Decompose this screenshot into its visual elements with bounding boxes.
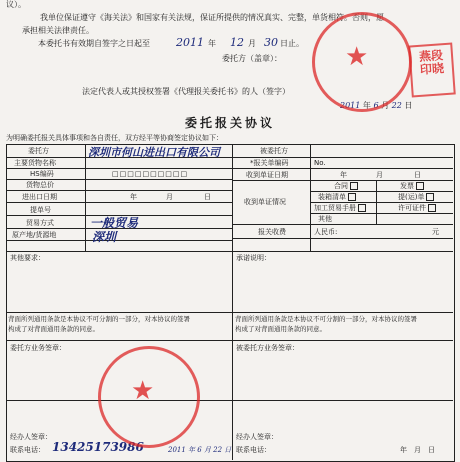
- notice-right-b: 构成了对背面通用条款的同意。: [235, 325, 326, 333]
- handler-label: 经办人签章：: [10, 433, 52, 441]
- label-no: No.: [314, 159, 326, 167]
- manual-checkbox[interactable]: [358, 204, 366, 212]
- date-day-label: 日: [204, 193, 211, 201]
- agreement-title: 委托报关协议: [184, 116, 275, 130]
- doc-other: 其他: [318, 215, 332, 223]
- label-commitment: 承诺说明：: [236, 254, 271, 262]
- guarantee-text-2: 承担相关法律责任。: [22, 26, 94, 35]
- validity-prefix: 本委托书有效期自签字之日起至: [38, 39, 150, 48]
- origin-value: 深圳: [92, 230, 117, 244]
- agent-handler-label: 经办人签章：: [236, 433, 278, 441]
- label-fee: 报关收费: [258, 228, 286, 236]
- top-date-d: 日: [404, 101, 413, 110]
- top-date-m: 月: [381, 101, 390, 110]
- label-origin: 原产地/货源地: [12, 231, 57, 239]
- label-value: 货物总价: [26, 181, 54, 189]
- packing-checkbox[interactable]: [348, 193, 356, 201]
- doc-bill-lading: [398, 193, 434, 202]
- validity-year: 2011: [176, 36, 204, 49]
- doc-packing: [318, 193, 356, 202]
- validity-day: 30: [264, 36, 278, 49]
- guarantee-text: 我单位保证遵守《海关法》和国家有关法规，保证所提供的情况真实、完整，单货相符。否则，愿: [40, 13, 384, 22]
- rd-month: 月: [376, 171, 383, 179]
- doc-contract-label: 合同: [334, 182, 348, 190]
- validity-month: 12: [230, 36, 244, 49]
- label-decl-no: *报关单编码: [250, 159, 289, 167]
- phone-label: 联系电话：: [10, 446, 45, 454]
- agent-signature-label: 被委托方业务签章：: [236, 344, 299, 352]
- top-date-year: 2011: [340, 101, 361, 110]
- top-date-day: 22: [391, 101, 402, 110]
- notice-left-a: 背面所列通用条款是本协议不可分割的一部分，对本协议的签署: [8, 315, 190, 323]
- label-currency: 人民币:: [314, 228, 338, 236]
- phone-value: 13425173986: [52, 440, 144, 454]
- rd-year: 年: [340, 171, 347, 179]
- validity-line: [38, 39, 150, 49]
- principal-label: 委托方（盖章）：: [222, 54, 282, 63]
- personal-seal: 燕段 印晓: [408, 43, 456, 98]
- doc-license: [398, 204, 436, 213]
- sign-date: 2011 年 6 月 22 日: [168, 446, 232, 454]
- doc-contract: [334, 182, 358, 191]
- label-yuan: 元: [432, 228, 439, 236]
- license-checkbox[interactable]: [428, 204, 436, 212]
- label-hs: HS编码: [30, 170, 54, 178]
- date-year-label: 年: [130, 193, 137, 201]
- client-name: 深圳市何山进出口有限公司: [88, 146, 220, 159]
- top-date-y: 年: [362, 101, 371, 110]
- label-other-requirements: 其他要求：: [10, 254, 45, 262]
- top-date-month: 6: [373, 101, 379, 110]
- label-receive-status: 收到单证情况: [244, 198, 286, 206]
- notice-right-a: 背面所列通用条款是本协议不可分割的一部分，对本协议的签署: [235, 315, 417, 323]
- label-bill: 提单号: [30, 206, 51, 214]
- client-signature-label: 委托方业务签章：: [10, 344, 66, 352]
- seal-star-top: ★: [345, 42, 369, 72]
- invoice-checkbox[interactable]: [416, 182, 424, 190]
- label-client: 委托方: [28, 147, 49, 155]
- trade-mode-value: 一般贸易: [90, 216, 139, 230]
- doc-invoice-label: 发票: [400, 182, 414, 190]
- validity-year-label: 年: [208, 39, 216, 48]
- bill-lading-checkbox[interactable]: [426, 193, 434, 201]
- label-receive-date: 收到单证日期: [246, 171, 288, 179]
- doc-invoice: [400, 182, 424, 191]
- agent-phone-label: 联系电话：: [236, 446, 271, 454]
- hs-code-boxes: □□□□□□□□□□: [112, 170, 189, 178]
- agent-sign-date: 年 月 日: [400, 446, 435, 454]
- label-goods-name: 主要货物名称: [14, 159, 56, 167]
- rd-day: 日: [414, 171, 421, 179]
- label-date: 进出口日期: [22, 193, 57, 201]
- validity-month-label: 月: [248, 39, 256, 48]
- doc-manual-label: 加工贸易手册: [314, 204, 356, 212]
- representative-line: 法定代表人或其授权签署《代理报关委托书》的人（签字）: [82, 87, 290, 96]
- top-line0: 议）。: [6, 0, 26, 9]
- agreement-intro: 为明确委托报关具体事项和各自责任，双方经平等协商签定协议如下：: [6, 134, 223, 142]
- doc-bill-lading-label: 提(运)单: [398, 193, 425, 201]
- doc-packing-label: 装箱清单: [318, 193, 346, 201]
- notice-left-b: 构成了对背面通用条款的同意。: [8, 325, 99, 333]
- doc-manual: [314, 204, 366, 213]
- label-trade: 贸易方式: [26, 219, 54, 227]
- validity-suffix: 日止。: [280, 39, 304, 48]
- label-agent: 被委托方: [260, 147, 288, 155]
- contract-checkbox[interactable]: [350, 182, 358, 190]
- doc-license-label: 许可证件: [398, 204, 426, 212]
- date-month-label: 月: [166, 193, 173, 201]
- seal-star-bottom: ★: [131, 376, 155, 406]
